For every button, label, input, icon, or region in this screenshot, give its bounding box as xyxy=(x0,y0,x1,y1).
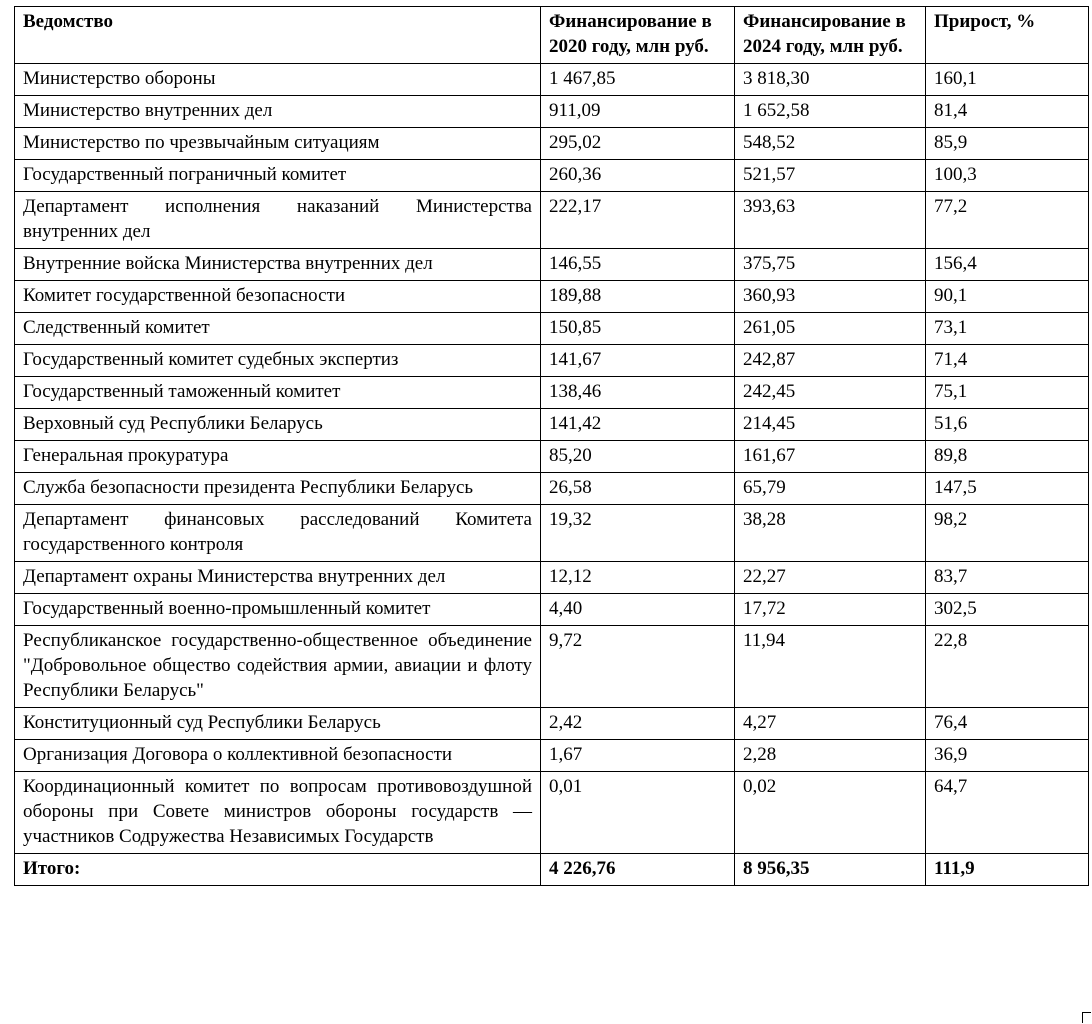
cell-funding-2020: 85,20 xyxy=(541,441,735,473)
cell-funding-2024: 393,63 xyxy=(735,192,926,249)
cell-funding-2024: 2,28 xyxy=(735,740,926,772)
table-body xyxy=(15,64,1089,886)
cell-funding-2020: 189,88 xyxy=(541,281,735,313)
cell-growth: 22,8 xyxy=(926,626,1089,708)
cell-funding-2020: 222,17 xyxy=(541,192,735,249)
cell-funding-2024: 360,93 xyxy=(735,281,926,313)
cell-funding-2024: 161,67 xyxy=(735,441,926,473)
table-row xyxy=(15,594,1089,626)
corner-mark xyxy=(1082,1012,1091,1023)
cell-department: Министерство обороны xyxy=(15,64,541,96)
cell-funding-2020: 260,36 xyxy=(541,160,735,192)
table-row xyxy=(15,740,1089,772)
cell-funding-2020: 4,40 xyxy=(541,594,735,626)
table-row xyxy=(15,345,1089,377)
cell-growth: 85,9 xyxy=(926,128,1089,160)
cell-department: Министерство внутренних дел xyxy=(15,96,541,128)
cell-growth: 100,3 xyxy=(926,160,1089,192)
cell-growth: 98,2 xyxy=(926,505,1089,562)
table-row xyxy=(15,626,1089,708)
cell-growth: 71,4 xyxy=(926,345,1089,377)
header-funding-2020: Финансирование в 2020 году, млн руб. xyxy=(541,7,735,64)
cell-funding-2024: 22,27 xyxy=(735,562,926,594)
cell-funding-2024: 17,72 xyxy=(735,594,926,626)
cell-funding-2024: 521,57 xyxy=(735,160,926,192)
cell-funding-2020: 141,42 xyxy=(541,409,735,441)
header-row xyxy=(15,7,1089,64)
cell-department: Государственный комитет судебных экспертиз xyxy=(15,345,541,377)
cell-department: Координационный комитет по вопросам противовоздушной обороны при Совете министров обороны государств — участников Содружества Независимых Государств xyxy=(15,772,541,854)
cell-growth: 147,5 xyxy=(926,473,1089,505)
table-row xyxy=(15,192,1089,249)
cell-funding-2020: 0,01 xyxy=(541,772,735,854)
cell-funding-2024: 261,05 xyxy=(735,313,926,345)
cell-department: Государственный военно-промышленный комитет xyxy=(15,594,541,626)
cell-funding-2020: 141,67 xyxy=(541,345,735,377)
cell-funding-2020: 19,32 xyxy=(541,505,735,562)
cell-growth: 36,9 xyxy=(926,740,1089,772)
total-row xyxy=(15,854,1089,886)
cell-funding-2020: 911,09 xyxy=(541,96,735,128)
cell-funding-2020: 12,12 xyxy=(541,562,735,594)
cell-growth: 89,8 xyxy=(926,441,1089,473)
cell-funding-2024: 0,02 xyxy=(735,772,926,854)
cell-department: Департамент охраны Министерства внутренних дел xyxy=(15,562,541,594)
cell-funding-2020: 9,72 xyxy=(541,626,735,708)
table-row xyxy=(15,96,1089,128)
cell-funding-2020: 26,58 xyxy=(541,473,735,505)
cell-funding-2024: 242,45 xyxy=(735,377,926,409)
table-row xyxy=(15,772,1089,854)
cell-growth: 81,4 xyxy=(926,96,1089,128)
cell-growth: 51,6 xyxy=(926,409,1089,441)
table-row xyxy=(15,160,1089,192)
cell-growth: 75,1 xyxy=(926,377,1089,409)
total-label: Итого: xyxy=(15,854,541,886)
cell-growth: 76,4 xyxy=(926,708,1089,740)
cell-department: Департамент исполнения наказаний Министерства внутренних дел xyxy=(15,192,541,249)
cell-funding-2024: 3 818,30 xyxy=(735,64,926,96)
table-row xyxy=(15,281,1089,313)
table-row xyxy=(15,505,1089,562)
cell-growth: 160,1 xyxy=(926,64,1089,96)
cell-funding-2020: 146,55 xyxy=(541,249,735,281)
table-row xyxy=(15,128,1089,160)
table-row xyxy=(15,249,1089,281)
header-growth: Прирост, % xyxy=(926,7,1089,64)
cell-department: Внутренние войска Министерства внутренних дел xyxy=(15,249,541,281)
cell-department: Следственный комитет xyxy=(15,313,541,345)
cell-department: Организация Договора о коллективной безопасности xyxy=(15,740,541,772)
cell-department: Конституционный суд Республики Беларусь xyxy=(15,708,541,740)
cell-growth: 64,7 xyxy=(926,772,1089,854)
cell-department: Министерство по чрезвычайным ситуациям xyxy=(15,128,541,160)
cell-funding-2024: 65,79 xyxy=(735,473,926,505)
cell-department: Государственный пограничный комитет xyxy=(15,160,541,192)
cell-funding-2024: 214,45 xyxy=(735,409,926,441)
cell-funding-2020: 2,42 xyxy=(541,708,735,740)
cell-department: Служба безопасности президента Республики Беларусь xyxy=(15,473,541,505)
cell-funding-2024: 242,87 xyxy=(735,345,926,377)
cell-growth: 83,7 xyxy=(926,562,1089,594)
cell-growth: 90,1 xyxy=(926,281,1089,313)
cell-funding-2020: 1 467,85 xyxy=(541,64,735,96)
cell-funding-2024: 4,27 xyxy=(735,708,926,740)
table-row xyxy=(15,473,1089,505)
cell-growth: 302,5 xyxy=(926,594,1089,626)
cell-department: Государственный таможенный комитет xyxy=(15,377,541,409)
table-row xyxy=(15,377,1089,409)
header-department: Ведомство xyxy=(15,7,541,64)
cell-growth: 73,1 xyxy=(926,313,1089,345)
cell-funding-2024: 38,28 xyxy=(735,505,926,562)
cell-department: Департамент финансовых расследований Комитета государственного контроля xyxy=(15,505,541,562)
cell-funding-2020: 138,46 xyxy=(541,377,735,409)
cell-growth: 156,4 xyxy=(926,249,1089,281)
table-row xyxy=(15,64,1089,96)
cell-department: Республиканское государственно-общественное объединение "Добровольное общество содействия армии, авиации и флоту Республики Беларусь" xyxy=(15,626,541,708)
table-row xyxy=(15,562,1089,594)
header-funding-2024: Финансирование в 2024 году, млн руб. xyxy=(735,7,926,64)
table-row xyxy=(15,313,1089,345)
total-growth: 111,9 xyxy=(926,854,1089,886)
total-funding-2024: 8 956,35 xyxy=(735,854,926,886)
cell-department: Комитет государственной безопасности xyxy=(15,281,541,313)
cell-funding-2024: 11,94 xyxy=(735,626,926,708)
cell-funding-2020: 150,85 xyxy=(541,313,735,345)
cell-funding-2020: 1,67 xyxy=(541,740,735,772)
cell-funding-2024: 1 652,58 xyxy=(735,96,926,128)
table-row xyxy=(15,409,1089,441)
funding-table xyxy=(14,6,1089,886)
total-funding-2020: 4 226,76 xyxy=(541,854,735,886)
cell-funding-2024: 548,52 xyxy=(735,128,926,160)
cell-growth: 77,2 xyxy=(926,192,1089,249)
table-row xyxy=(15,708,1089,740)
cell-funding-2020: 295,02 xyxy=(541,128,735,160)
cell-department: Генеральная прокуратура xyxy=(15,441,541,473)
cell-department: Верховный суд Республики Беларусь xyxy=(15,409,541,441)
table-row xyxy=(15,441,1089,473)
cell-funding-2024: 375,75 xyxy=(735,249,926,281)
